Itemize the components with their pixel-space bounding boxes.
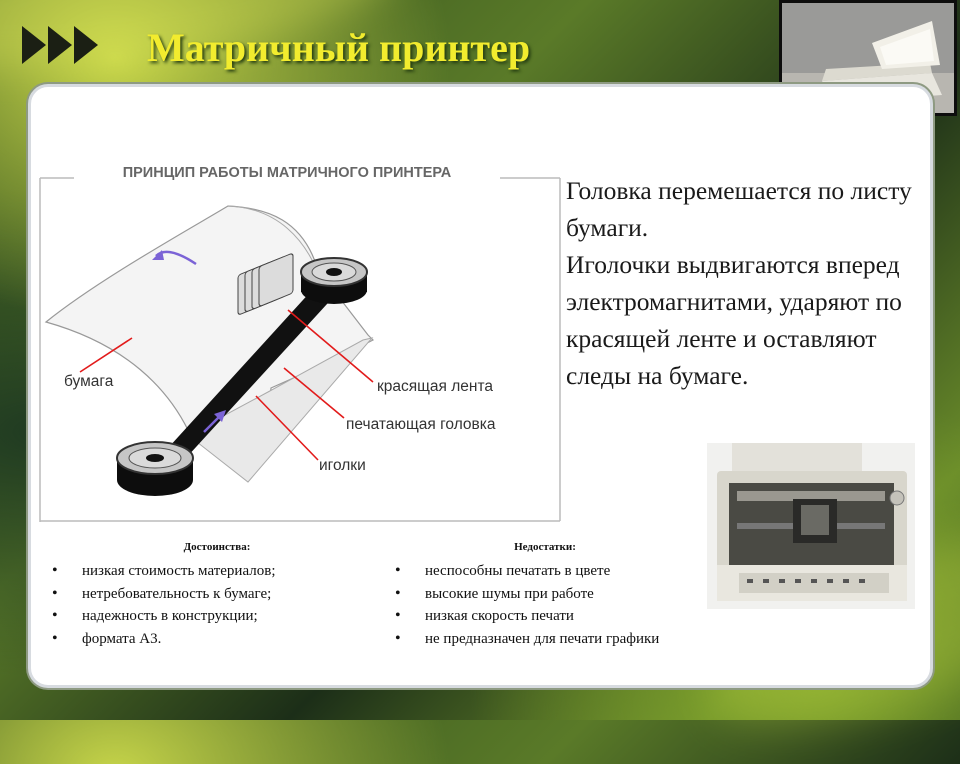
list-item: • надежность в конструкции; (52, 605, 382, 628)
advantages-list (52, 541, 382, 650)
list-item: • формата А3. (52, 628, 382, 651)
diagram-figure (38, 160, 562, 522)
disadvantages-heading: Недостатки: (514, 541, 576, 553)
printer-photo-bottom (707, 443, 915, 609)
label-ribbon: красящая лента (377, 378, 494, 395)
nav-arrows-icon (22, 26, 98, 64)
diagram-heading: ПРИНЦИП РАБОТЫ МАТРИЧНОГО ПРИНТЕРА (122, 165, 452, 181)
advantages-heading: Достоинства: (183, 541, 251, 553)
description-text (566, 172, 936, 394)
list-item: • неспособны печатать в цвете (395, 560, 725, 583)
list-item: • нетребовательность к бумаге; (52, 583, 382, 606)
description-paragraph: Головка перемешается по листу бумаги. (566, 176, 912, 242)
list-item: • высокие шумы при работе (395, 583, 725, 606)
list-item: • низкая стоимость материалов; (52, 560, 382, 583)
label-needles: иголки (319, 457, 366, 474)
description-paragraph: Иголочки выдвигаются вперед электромагнитами, ударяют по красящей ленте и оставляют следы на бумаге. (566, 250, 902, 390)
label-print-head: печатающая головка (346, 416, 496, 433)
slide-title: Матричный принтер (147, 25, 531, 70)
disadvantages-list (395, 541, 725, 650)
label-paper: бумага (64, 373, 114, 390)
list-item: • низкая скорость печати (395, 605, 725, 628)
list-item: • не предназначен для печати графики (395, 628, 725, 651)
